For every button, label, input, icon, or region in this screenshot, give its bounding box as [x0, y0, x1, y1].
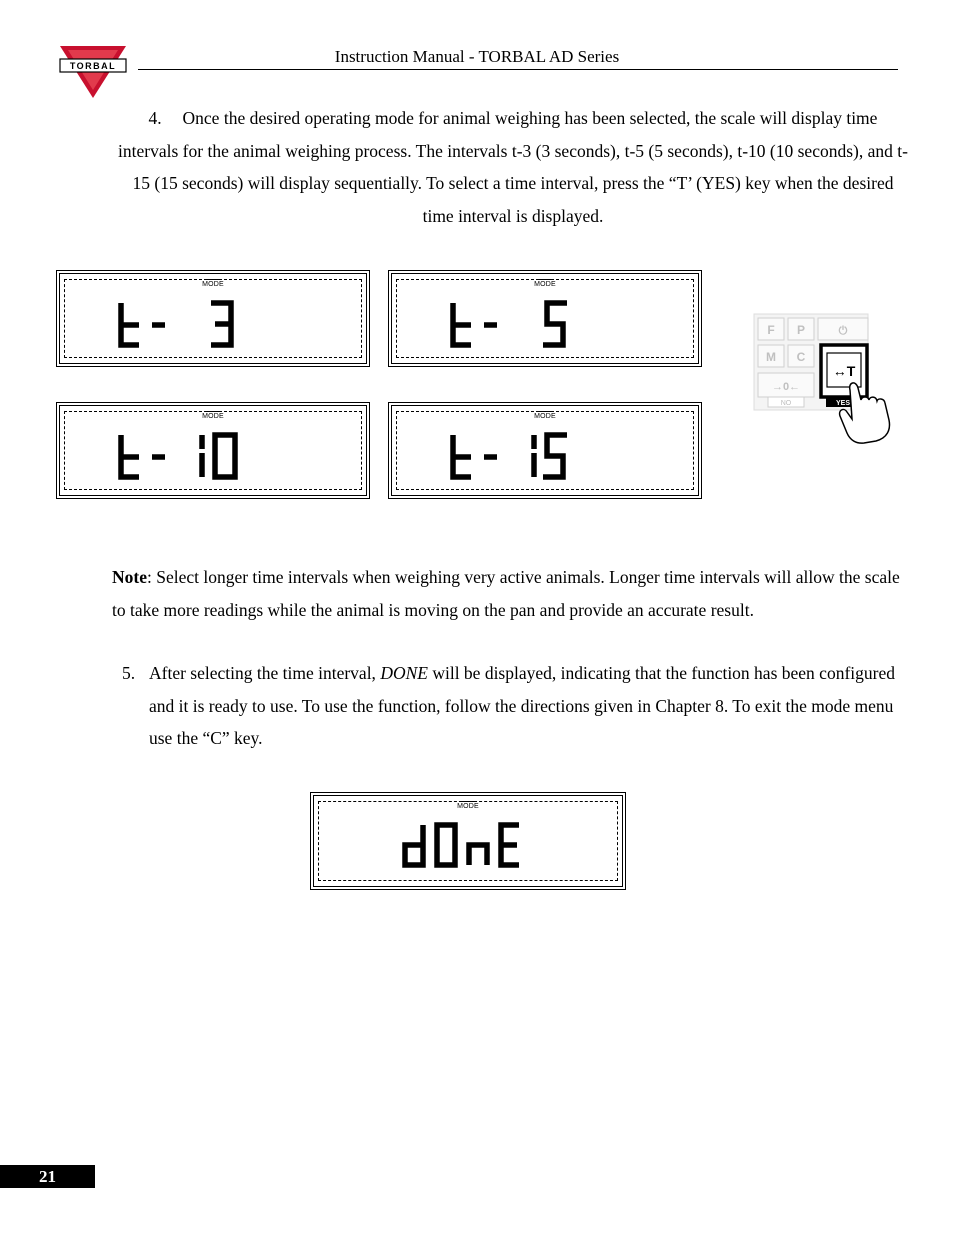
mode-label: MODE [389, 281, 701, 288]
step-5 [122, 657, 902, 755]
lcd-readout [439, 427, 639, 487]
yes-label: YES [835, 400, 851, 407]
lcd-readout [107, 295, 307, 355]
mode-label: MODE [57, 281, 369, 288]
tare-icon: ↔T [832, 363, 856, 379]
lcd-display-t3 [56, 270, 370, 367]
step-5-number: 5. [122, 663, 136, 683]
lcd-display-t5 [388, 270, 702, 367]
lcd-readout [399, 815, 539, 875]
lcd-display-t15 [388, 402, 702, 499]
step-4-text: Once the desired operating mode for animal weighing has been selected, the scale will display time intervals for the animal weighing process. The intervals t-3 (3 seconds), t-5 (5 seconds), t-10 (10 seconds), and t-15 (15 seconds) will display sequentially. To select a time interval, press the “T’ (YES) key when the desired time interval is displayed. [118, 108, 908, 226]
header-rule [138, 69, 898, 70]
lcd-display-done [310, 792, 626, 890]
zero-icon: →0← [771, 381, 801, 393]
note-text: : Select longer time intervals when weighing very active animals. Longer time intervals will allow the scale to take more readings while the animal is moving on the pan and provide an accurate result. [112, 567, 900, 620]
logo-text: TORBAL [69, 61, 117, 71]
step-4-number: 4. [148, 108, 162, 128]
note-paragraph [112, 561, 902, 626]
step-5-text-before: After selecting the time interval, [149, 663, 381, 683]
lcd-readout [439, 295, 639, 355]
lcd-readout [107, 427, 307, 487]
key-p: P [796, 323, 806, 337]
page-number: 21 [0, 1165, 95, 1188]
key-f: F [767, 323, 775, 337]
step-4 [118, 102, 908, 232]
lcd-display-t10 [56, 402, 370, 499]
mode-label: MODE [389, 413, 701, 420]
keypad-illustration [752, 312, 894, 446]
key-m: M [766, 350, 776, 364]
note-label: Note [112, 567, 147, 587]
no-label: NO [780, 400, 792, 407]
header-title: Instruction Manual - TORBAL AD Series [334, 47, 620, 66]
mode-label: MODE [311, 803, 625, 810]
key-c: C [796, 350, 806, 364]
mode-label: MODE [57, 413, 369, 420]
power-icon: ⏻ [838, 325, 848, 337]
step-5-done-word: DONE [380, 663, 428, 683]
step-5-text-after: will be displayed, indicating that the function has been configured and it is ready to use. To use the function, follow the directions given in Chapter 8. To exit the mode menu use the “C” key. [149, 663, 895, 748]
